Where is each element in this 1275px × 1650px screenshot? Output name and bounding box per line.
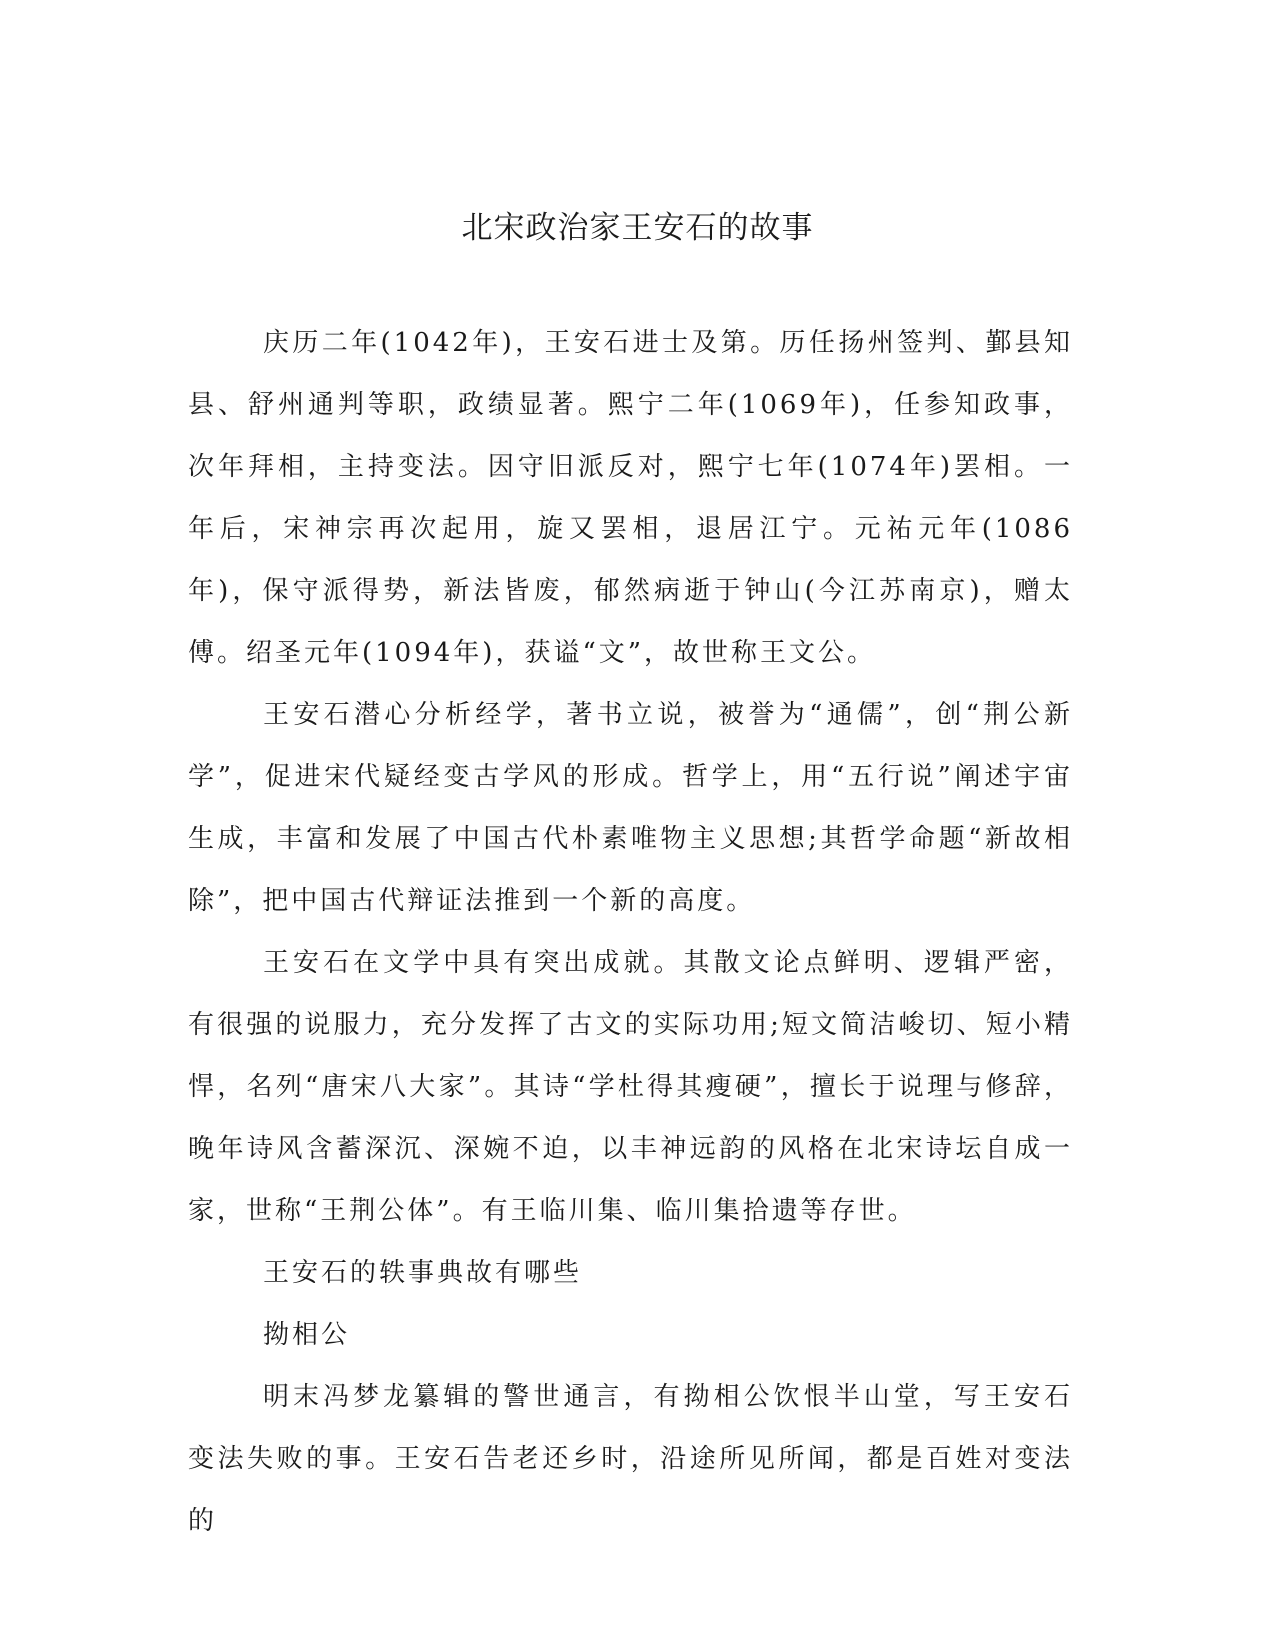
paragraph-literature: 王安石在文学中具有突出成就。其散文论点鲜明、逻辑严密，有很强的说服力，充分发挥了古文的实际功用;短文简洁峻切、短小精悍，名列“唐宋八大家”。其诗“学杜得其瘦硬”，擅长于说理与修辞，晚年诗风含蓄深沉、深婉不迫，以丰神远韵的风格在北宋诗坛自成一家，世称“王荆公体”。有王临川集、临川集拾遗等存世。	[188, 948, 1073, 1226]
section-heading: 王安石的轶事典故有哪些	[263, 1258, 583, 1288]
paragraph-anecdote: 明末冯梦龙纂辑的警世通言，有拗相公饮恨半山堂，写王安石变法失败的事。王安石告老还乡时，沿途所见所闻，都是百姓对变法的	[188, 1382, 1073, 1536]
document-title: 北宋政治家王安石的故事	[461, 210, 814, 246]
subsection-heading: 拗相公	[263, 1320, 351, 1350]
paragraph-philosophy: 王安石潜心分析经学，著书立说，被誉为“通儒”，创“荆公新学”，促进宋代疑经变古学风的形成。哲学上，用“五行说”阐述宇宙生成，丰富和发展了中国古代朴素唯物主义思想;其哲学命题“新故相除”，把中国古代辩证法推到一个新的高度。	[188, 700, 1073, 916]
document-body	[188, 312, 1073, 1552]
paragraph-biography: 庆历二年(1042年)，王安石进士及第。历任扬州签判、鄞县知县、舒州通判等职，政绩显著。熙宁二年(1069年)，任参知政事，次年拜相，主持变法。因守旧派反对，熙宁七年(1074年)罢相。一年后，宋神宗再次起用，旋又罢相，退居江宁。元祐元年(1086年)，保守派得势，新法皆废，郁然病逝于钟山(今江苏南京)，赠太傅。绍圣元年(1094年)，获谥“文”，故世称王文公。	[188, 328, 1073, 668]
